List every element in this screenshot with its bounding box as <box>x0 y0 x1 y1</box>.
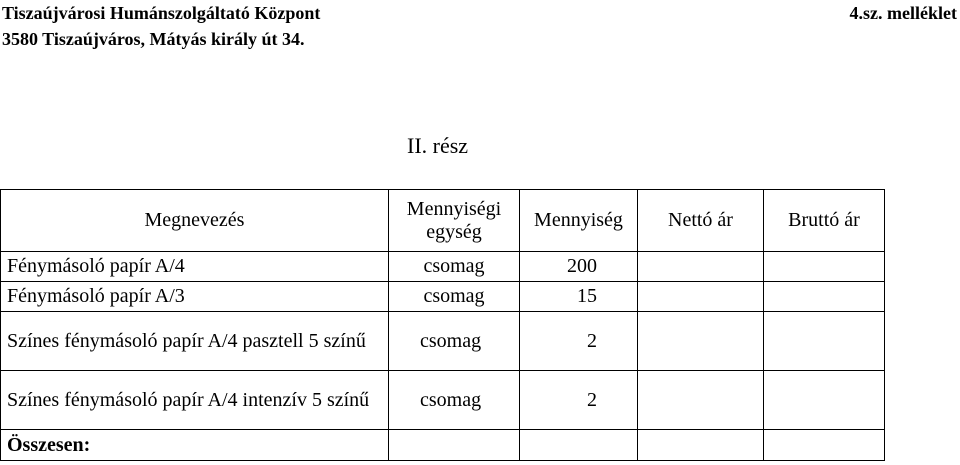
item-unit: csomag <box>389 252 520 282</box>
item-gross-price <box>764 312 885 371</box>
item-quantity: 200 <box>520 252 638 282</box>
item-name: Színes fénymásoló papír A/4 pasztell 5 színű <box>1 312 389 371</box>
table-row <box>1 282 885 312</box>
item-gross-price <box>764 371 885 430</box>
item-unit: csomag <box>389 312 520 371</box>
column-header-net-price: Nettó ár <box>638 190 764 252</box>
appendix-label: 4.sz. melléklet <box>849 3 957 23</box>
table-total-row <box>1 430 885 461</box>
item-quantity: 2 <box>520 371 638 430</box>
total-net-price <box>638 430 764 461</box>
table-row <box>1 371 885 430</box>
total-gross-price <box>764 430 885 461</box>
item-quantity: 2 <box>520 312 638 371</box>
total-quantity <box>520 430 638 461</box>
item-net-price <box>638 252 764 282</box>
organization-name: Tiszaújvárosi Humánszolgáltató Központ <box>2 3 321 23</box>
item-net-price <box>638 282 764 312</box>
item-name: Fénymásoló papír A/3 <box>1 282 389 312</box>
table-row <box>1 312 885 371</box>
item-name: Színes fénymásoló papír A/4 intenzív 5 színű <box>1 371 389 430</box>
column-header-gross-price: Bruttó ár <box>764 190 885 252</box>
total-unit <box>389 430 520 461</box>
item-name: Fénymásoló papír A/4 <box>1 252 389 282</box>
item-quantity: 15 <box>520 282 638 312</box>
column-header-name: Megnevezés <box>1 190 389 252</box>
table-header-row <box>1 190 885 252</box>
column-header-unit: Mennyiségi egység <box>389 190 520 252</box>
item-net-price <box>638 371 764 430</box>
item-net-price <box>638 312 764 371</box>
table-row <box>1 252 885 282</box>
column-header-quantity: Mennyiség <box>520 190 638 252</box>
items-table <box>0 189 885 461</box>
item-gross-price <box>764 252 885 282</box>
organization-address: 3580 Tiszaújváros, Mátyás király út 34. <box>2 29 305 49</box>
item-unit: csomag <box>389 371 520 430</box>
total-label: Összesen: <box>1 430 389 461</box>
section-title: II. rész <box>407 133 469 158</box>
item-gross-price <box>764 282 885 312</box>
item-unit: csomag <box>389 282 520 312</box>
